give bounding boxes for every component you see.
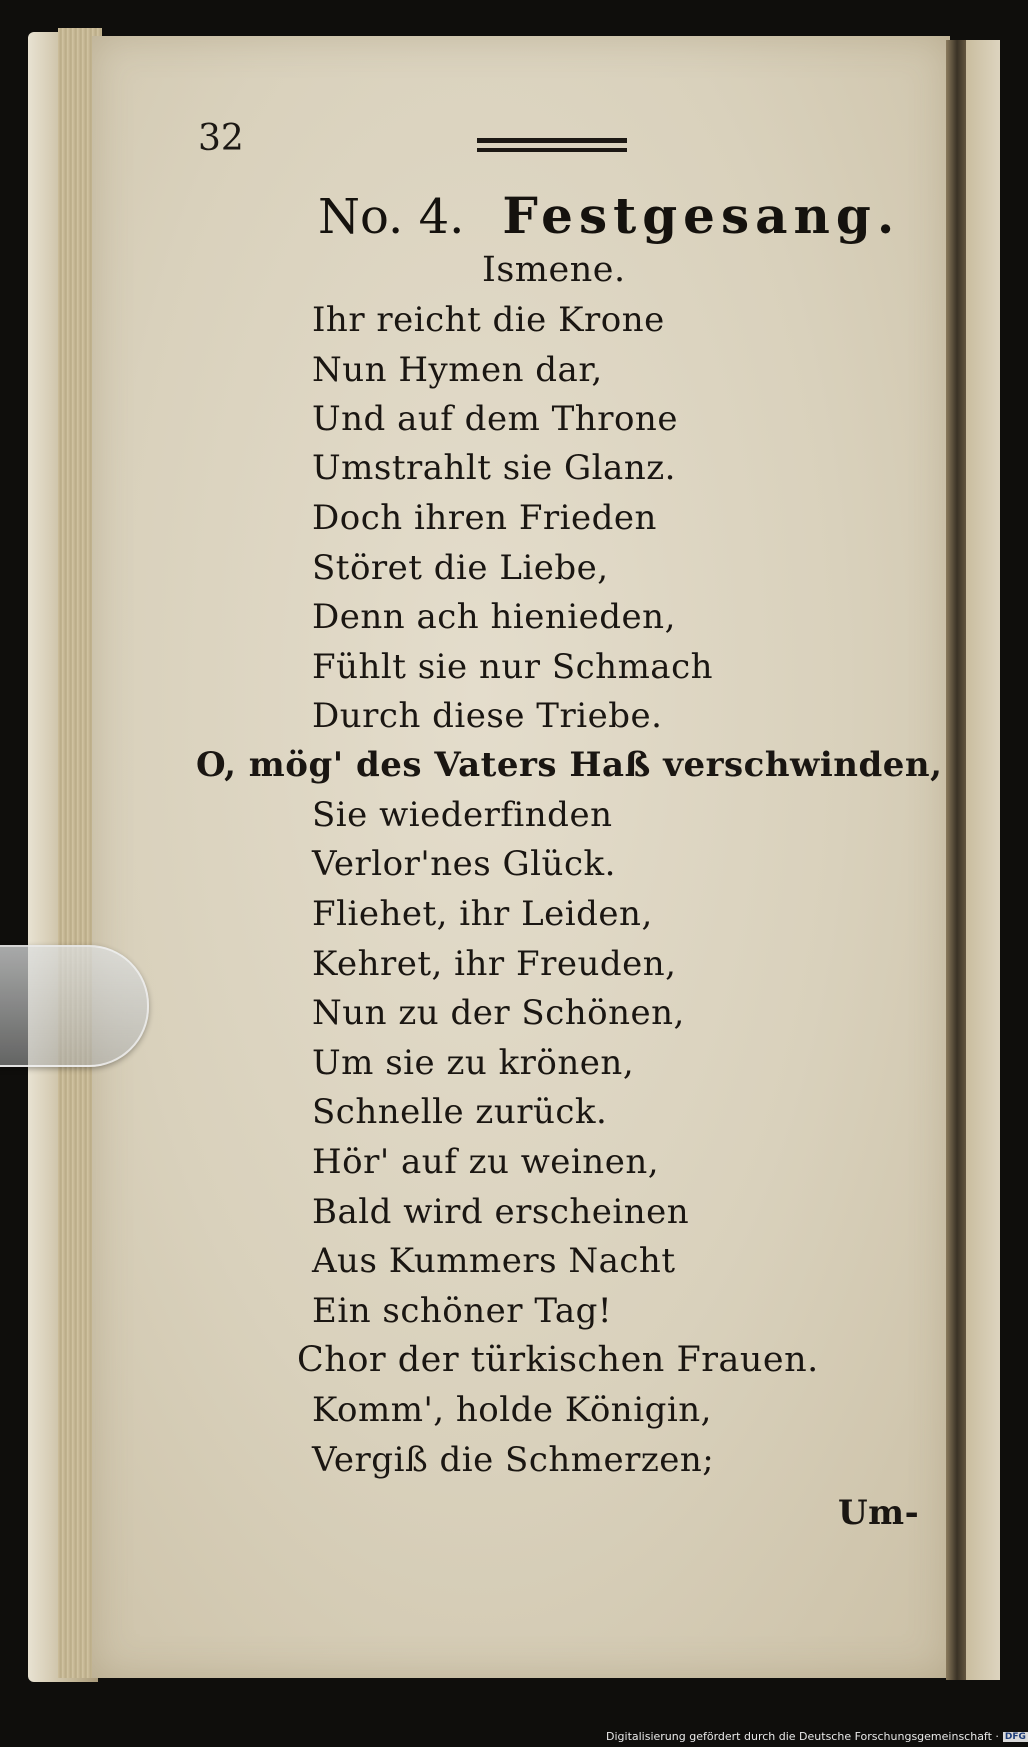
verse-line: Nun Hymen dar, — [312, 350, 603, 390]
digitization-footer — [606, 1730, 1028, 1743]
verse-line: Vergiß die Schmerzen; — [312, 1440, 715, 1480]
song-title — [318, 186, 900, 245]
verse-line: O, mög' des Vaters Haß verschwinden, — [196, 745, 943, 785]
verse-line: Um sie zu krönen, — [312, 1043, 635, 1083]
verse-line: Komm', holde Königin, — [312, 1390, 712, 1430]
verse-line: Bald wird erscheinen — [312, 1192, 690, 1232]
verse-line: Denn ach hienieden, — [312, 597, 676, 637]
title-number: No. 4. — [318, 189, 465, 245]
page-number: 32 — [198, 118, 244, 159]
verse-line: Störet die Liebe, — [312, 548, 609, 588]
book-clip — [0, 945, 149, 1067]
header-rule-thick — [477, 138, 627, 143]
speaker-ismene: Ismene. — [482, 250, 626, 290]
verse-line: Und auf dem Throne — [312, 399, 678, 439]
book-gutter — [946, 40, 968, 1680]
verse-line: Durch diese Triebe. — [312, 696, 663, 736]
verse-line: Doch ihren Frieden — [312, 498, 657, 538]
verse-line: Hör' auf zu weinen, — [312, 1142, 660, 1182]
verse-line: Ihr reicht die Krone — [312, 300, 665, 340]
verse-line: Aus Kummers Nacht — [312, 1241, 676, 1281]
header-rule-thin — [477, 148, 627, 152]
verse-line: Fliehet, ihr Leiden, — [312, 894, 653, 934]
title-name: Festgesang. — [502, 186, 901, 245]
verse-line: Schnelle zurück. — [312, 1092, 608, 1132]
verse-line: Sie wiederfinden — [312, 795, 613, 835]
footer-text: Digitalisierung gefördert durch die Deutsche Forschungsgemeinschaft · — [606, 1730, 999, 1743]
speaker-chorus: Chor der türkischen Frauen. — [297, 1340, 819, 1380]
verse-line: Umstrahlt sie Glanz. — [312, 448, 676, 488]
verse-line: Verlor'nes Glück. — [312, 844, 616, 884]
verse-line: Kehret, ihr Freuden, — [312, 944, 677, 984]
catchword: Um- — [838, 1493, 920, 1533]
verse-line: Nun zu der Schönen, — [312, 993, 685, 1033]
verse-line: Fühlt sie nur Schmach — [312, 647, 714, 687]
dfg-logo: DFG — [1004, 1732, 1026, 1742]
verse-line: Ein schöner Tag! — [312, 1291, 613, 1331]
next-page-edge — [966, 40, 1000, 1680]
